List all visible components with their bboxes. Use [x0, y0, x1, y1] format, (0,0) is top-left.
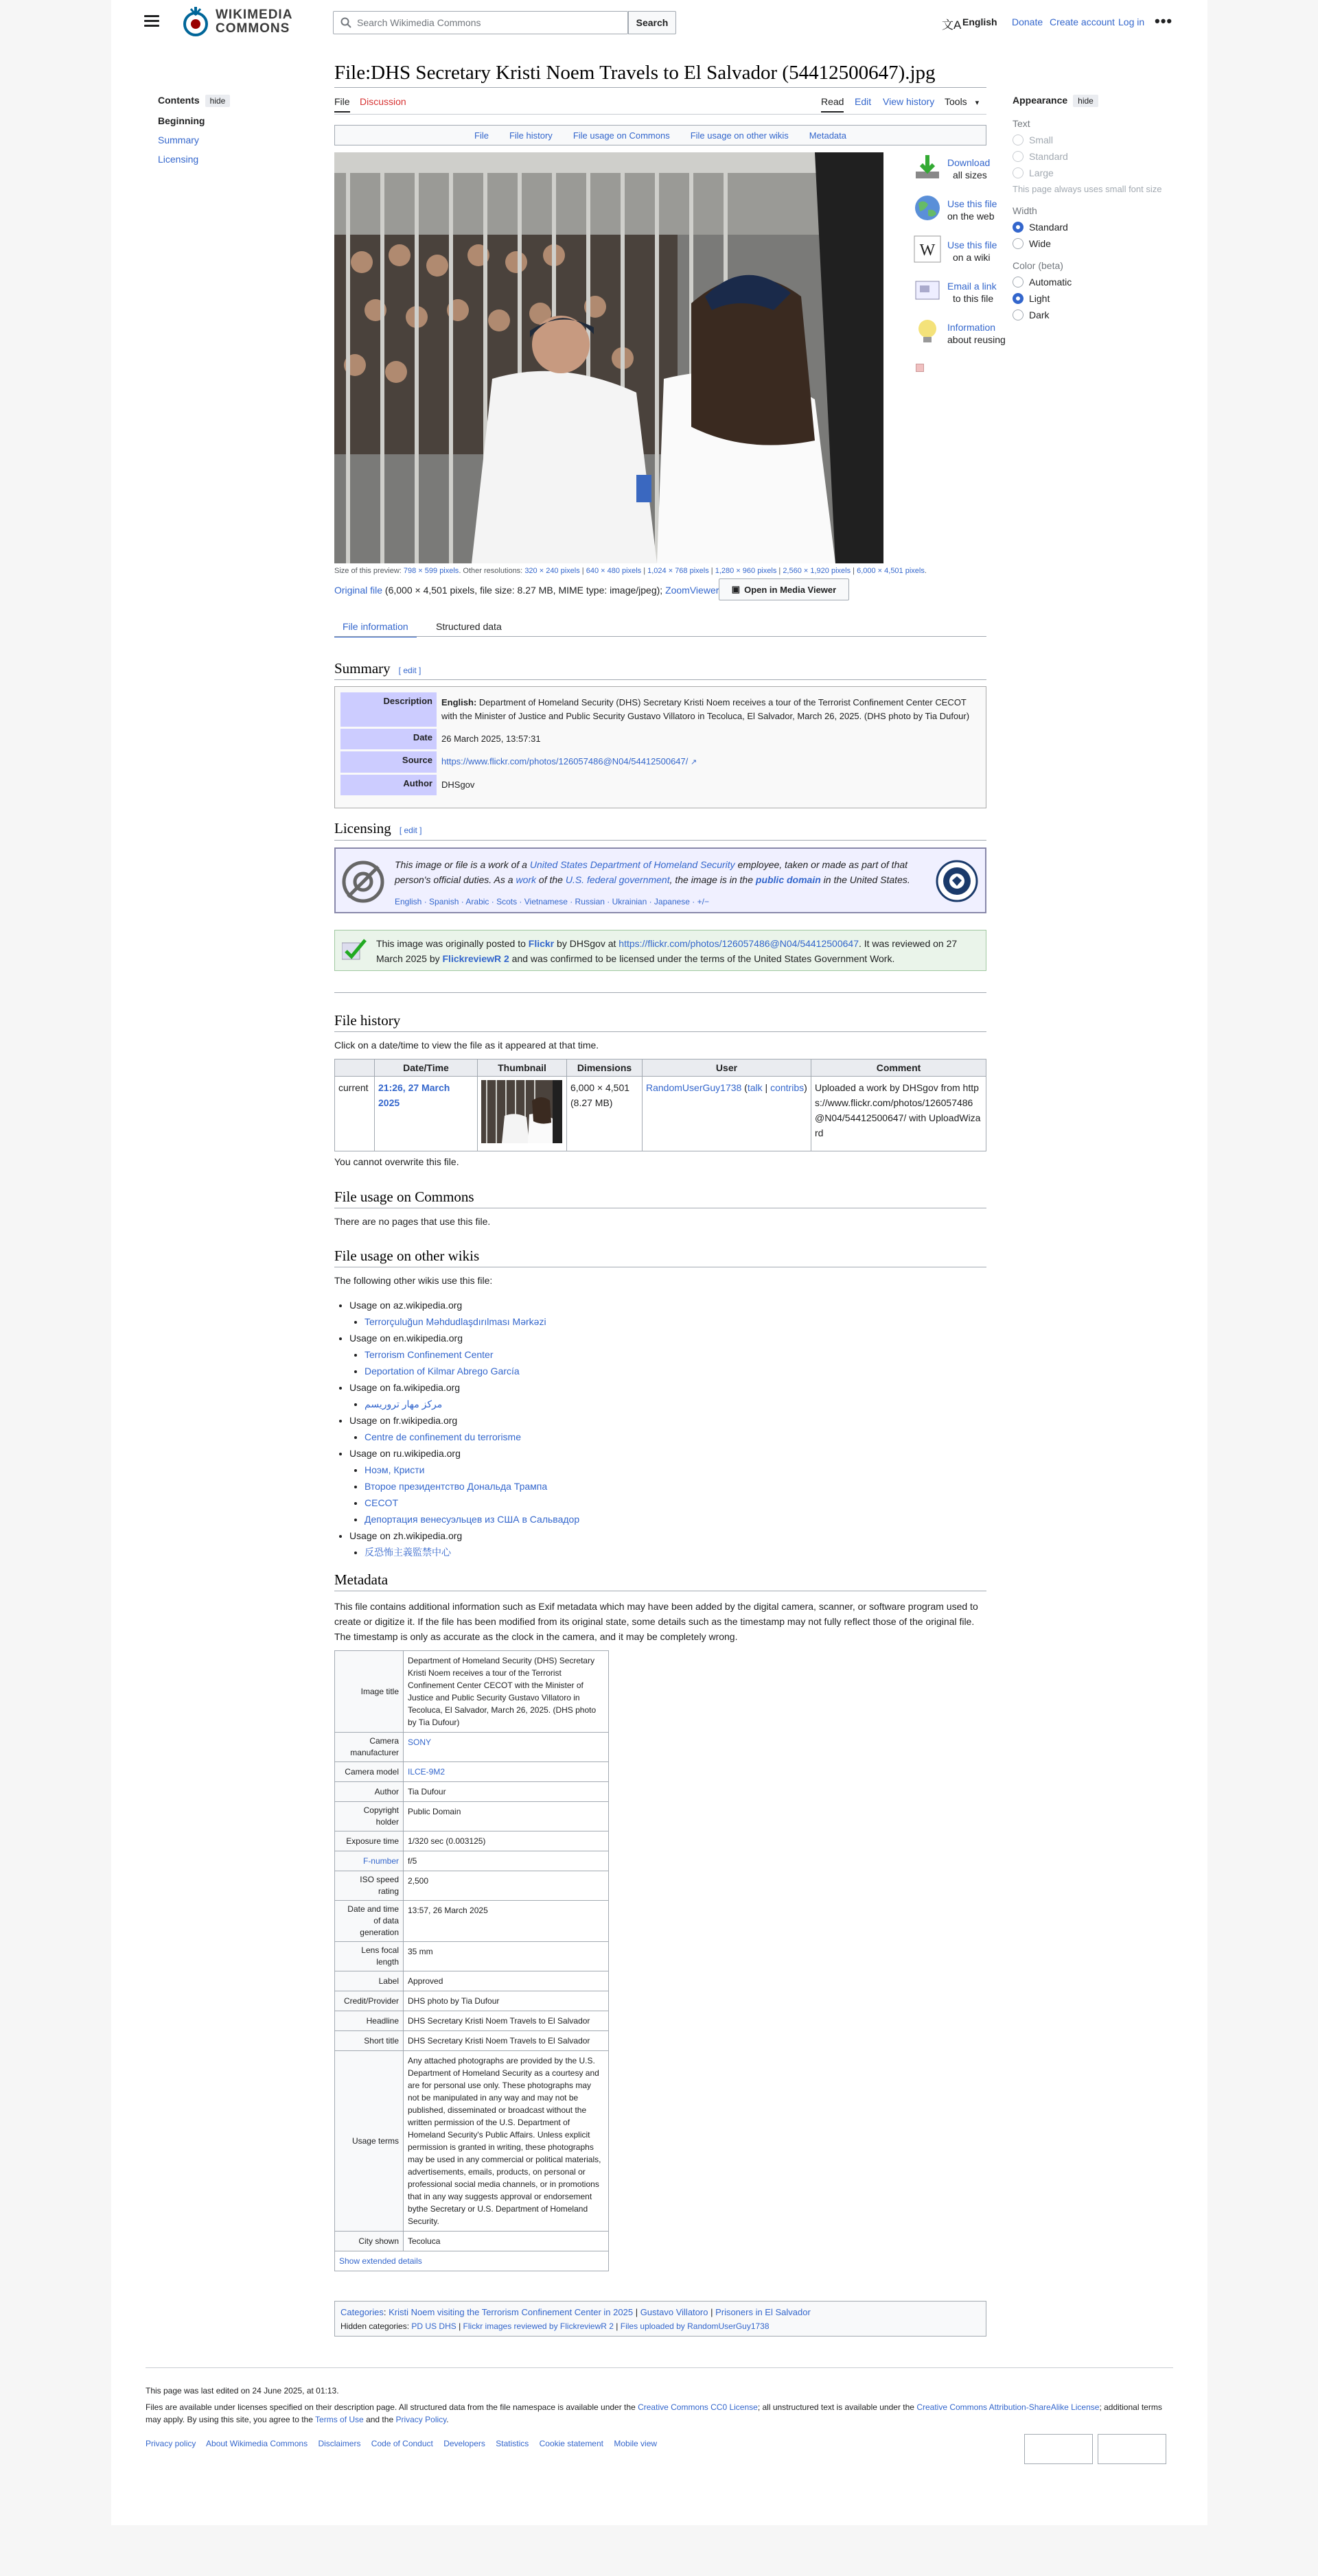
cc-by-sa-link[interactable]: Creative Commons Attribution-ShareAlike License [916, 2402, 1100, 2412]
talk-link[interactable]: talk [747, 1082, 763, 1093]
flag-icon[interactable] [916, 364, 924, 372]
radio-icon [1013, 167, 1024, 178]
list-item: • Usage on fa.wikipedia.org • مرکز مهار تروریسم [349, 1379, 579, 1412]
appearance-panel [1013, 95, 1170, 320]
usage-page-link[interactable]: CECOT [365, 1497, 398, 1508]
wikimedia-foundation-badge[interactable] [1024, 2434, 1093, 2464]
cc0-link[interactable]: Creative Commons CC0 License [638, 2402, 758, 2412]
list-item: • Usage on zh.wikipedia.org • 反恐怖主義監禁中心 [349, 1527, 579, 1560]
svg-text:W: W [919, 242, 936, 259]
resolution-link[interactable]: 640 × 480 pixels [586, 567, 642, 575]
filenav-usage-commons[interactable]: File usage on Commons [573, 130, 670, 141]
file-history-note: Click on a date/time to view the file as it appeared at that time. [334, 1040, 599, 1051]
table-row: F-number f/5 [335, 1851, 609, 1871]
contribs-link[interactable]: contribs [770, 1082, 805, 1093]
resolution-link[interactable]: 2,560 × 1,920 pixels [783, 567, 851, 575]
usage-page-link[interactable]: Centre de confinement du terrorisme [365, 1431, 521, 1442]
comment-cell: Uploaded a work by DHSgov from https://www.flickr.com/photos/126057486@N04/54412500647/ with UploadWizard [811, 1077, 986, 1151]
divider [334, 679, 986, 680]
use-wiki-link[interactable]: Use this file [947, 239, 997, 250]
text-size-standard: Standard [1013, 151, 1170, 162]
tab-structured-data[interactable]: Structured data [436, 621, 502, 632]
category-link[interactable]: Kristi Noem visiting the Terrorism Confinement Center in 2025 [389, 2307, 634, 2317]
color-light[interactable]: Light [1013, 293, 1170, 304]
lightbulb-icon [913, 317, 942, 346]
toc-item-licensing[interactable]: Licensing [158, 154, 199, 165]
category-link[interactable]: Gustavo Villatoro [640, 2307, 708, 2317]
radio-icon [1013, 309, 1024, 320]
filenav-file-history[interactable]: File history [509, 130, 553, 141]
table-row: Label Approved [335, 1971, 609, 1991]
author-label: Author [340, 775, 437, 795]
overwrite-note: You cannot overwrite this file. [334, 1156, 459, 1167]
license-box [334, 847, 986, 913]
text-size-note: This page always uses small font size [1013, 184, 1162, 194]
license-text: This image or file is a work of a United States Department of Homeland Security employee, taken or made as part of that person's official duties. As a work of the U.S. federal government, the image is in the public domain in the United States. [395, 859, 910, 885]
list-item: • Usage on az.wikipedia.org • Terrorçuluğun Məhdudlaşdırılması Mərkəzi [349, 1297, 579, 1330]
resolution-link[interactable]: 1,280 × 960 pixels [715, 567, 777, 575]
resolution-link[interactable]: 798 × 599 pixels [403, 567, 459, 575]
search-input[interactable] [356, 16, 623, 30]
tab-read[interactable]: Read [821, 96, 844, 113]
email-link[interactable]: Email a link [947, 281, 997, 292]
flickr-review-box [334, 930, 986, 971]
email-icon [913, 276, 942, 305]
preview-size-line: Size of this preview: 798 × 599 pixels. Other resolutions: 320 × 240 pixels | 640 × 480 pixels | 1,024 × 768 pixels | 1,280 × 960 pixels | 2,560 × 1,920 pixels | 6,000 × 4,501 pixels. [334, 567, 927, 575]
hidden-category-link[interactable]: Flickr images reviewed by FlickreviewR 2 [463, 2321, 614, 2331]
footer-links [146, 2437, 665, 2450]
text-size-label: Text [1013, 118, 1030, 129]
table-row: Lens focal length 35 mm [335, 1942, 609, 1971]
tools-label: Tools [945, 96, 967, 107]
privacy-link[interactable]: Privacy Policy [395, 2415, 447, 2424]
color-label: Color (beta) [1013, 260, 1063, 271]
text-size-small: Small [1013, 134, 1170, 145]
metadata-intro: This file contains additional information such as Exif metadata which may have been added by the digital camera, scanner, or software program used to create or digitize it. If the file has been modified from its original state, some details such as the timestamp may not fully reflect those of the original file. The timestamp is only as accurate as the clock in the camera, and it may be completely wrong. [334, 1601, 978, 1642]
table-of-contents [158, 95, 336, 165]
hidden-category-link[interactable]: Files uploaded by RandomUserGuy1738 [620, 2321, 770, 2331]
tab-edit[interactable]: Edit [855, 96, 872, 107]
table-row: Exposure time 1/320 sec (0.003125) [335, 1831, 609, 1851]
section-heading-metadata: Metadata [334, 1571, 389, 1588]
table-row: Camera model ILCE-9M2 [335, 1762, 609, 1782]
filenav-usage-other[interactable]: File usage on other wikis [690, 130, 789, 141]
usage-page-link[interactable]: Terrorism Confinement Center [365, 1349, 494, 1360]
flickr-url-link[interactable]: https://flickr.com/photos/126057486@N04/54412500647 [618, 938, 859, 949]
usage-page-link[interactable]: Второе президентство Дональда Трампа [365, 1481, 548, 1492]
radio-icon [1013, 222, 1024, 233]
user-cell: RandomUserGuy1738 (talk | contribs) [643, 1077, 811, 1151]
original-file-line: Original file (6,000 × 4,501 pixels, file size: 8.27 MB, MIME type: image/jpeg); ZoomViewer [334, 585, 719, 596]
table-row: Credit/Provider DHS photo by Tia Dufour [335, 1991, 609, 2011]
section-heading-file-history: File history [334, 1012, 401, 1029]
zoomviewer-link[interactable]: ZoomViewer [665, 585, 719, 596]
search-icon [340, 17, 351, 28]
description-value: English: Department of Homeland Security (DHS) Secretary Kristi Noem receives a tour of the Terrorist Confinement Center CECOT with the Minister of Justice and Public Security Gustavo Villatoro in Tecoluca, El Salvador, March 26, 2025. (DHS photo by Tia Dufour) [441, 697, 970, 721]
uploader-link[interactable]: RandomUserGuy1738 [646, 1082, 742, 1093]
open-media-viewer-button[interactable]: ▣ Open in Media Viewer [719, 578, 849, 600]
filenav-metadata[interactable]: Metadata [809, 130, 846, 141]
divider [334, 1031, 986, 1032]
section-heading-usage-commons: File usage on Commons [334, 1189, 474, 1205]
filenav-file[interactable]: File [474, 130, 489, 141]
divider [334, 992, 986, 993]
site-header [111, 0, 1207, 48]
column-header: Date/Time [375, 1059, 478, 1077]
last-edited: This page was last edited on 24 June 2025, at 01:13. [146, 2386, 339, 2396]
section-heading-usage-other: File usage on other wikis [334, 1248, 480, 1264]
globe-icon [913, 194, 942, 222]
table-row [335, 1077, 986, 1151]
table-row: Camera manufacturer SONY [335, 1733, 609, 1762]
table-row: Copyright holder Public Domain [335, 1802, 609, 1831]
section-heading-summary: Summary [ edit ] [334, 660, 421, 677]
more-options-icon[interactable]: ••• [1155, 12, 1173, 30]
usage-page-link[interactable]: Deportation of Kilmar Abrego García [365, 1366, 520, 1377]
version-datetime-link[interactable]: 21:26, 27 March 2025 [378, 1082, 450, 1108]
divider [334, 636, 986, 637]
divider [334, 114, 986, 115]
language-icon[interactable]: 文A [942, 19, 962, 32]
list-item: • Usage on fr.wikipedia.org • Centre de confinement du terrorisme [349, 1412, 579, 1445]
radio-icon [1013, 238, 1024, 249]
login-link[interactable]: Log in [1118, 16, 1145, 27]
usage-page-link[interactable]: Ноэм, Кристи [365, 1464, 425, 1475]
toc-title: Contents [158, 95, 200, 106]
footer-link[interactable]: Cookie statement [539, 2439, 603, 2448]
dhs-seal-icon [936, 860, 978, 902]
donate-link[interactable]: Donate [1012, 16, 1043, 27]
file-history-table [334, 1059, 986, 1151]
usage-list [334, 1297, 579, 1560]
author-value: DHSgov [441, 780, 475, 790]
hidden-category-link[interactable]: PD US DHS [411, 2321, 456, 2331]
license-languages[interactable]: English · Spanish · Arabic · Scots · Vietnamese · Russian · Ukrainian · Japanese · +/− [395, 897, 709, 906]
footer-link[interactable]: About Wikimedia Commons [206, 2439, 308, 2448]
divider [146, 2367, 1173, 2368]
camera-manufacturer-link[interactable]: SONY [408, 1737, 432, 1747]
appearance-title: Appearance [1013, 95, 1068, 106]
dimensions-cell: 6,000 × 4,501 (8.27 MB) [567, 1077, 643, 1151]
f-number-link[interactable]: F-number [362, 1855, 399, 1866]
summary-box [334, 686, 986, 808]
camera-model-link[interactable]: ILCE-9M2 [408, 1767, 446, 1777]
chevron-down-icon: ▾ [975, 99, 980, 107]
image-icon: ▣ [731, 584, 741, 594]
usage-other-intro: The following other wikis use this file: [334, 1275, 493, 1286]
table-row: Date and time of data generation 13:57, 26 March 2025 [335, 1901, 609, 1942]
radio-icon [1013, 277, 1024, 288]
usage-page-link[interactable]: مرکز مهار تروریسم [365, 1398, 443, 1409]
categories-box: Categories: Kristi Noem visiting the Terrorism Confinement Center in 2025 | Gustavo Villatoro | Prisoners in El Salvador Hidden categories: PD US DHS | Flickr images reviewed by FlickreviewR 2 | Files uploaded by RandomUserGuy1738 [334, 2301, 986, 2337]
usage-page-link[interactable]: Terrorçuluğun Məhdudlaşdırılması Mərkəzi [365, 1316, 546, 1327]
radio-icon [1013, 134, 1024, 145]
file-preview-image[interactable] [334, 152, 883, 563]
list-item: • Usage on ru.wikipedia.org • Ноэм, Кристи • Второе президентство Дональда Трампа • CECOT • Депортация венесуэльцев из США в Сальвадор [349, 1445, 579, 1527]
page-title: File:DHS Secretary Kristi Noem Travels to El Salvador (54412500647).jpg [334, 62, 936, 84]
checkmark-icon [342, 939, 368, 962]
work-link[interactable]: work [516, 874, 537, 885]
table-row: Author Tia Dufour [335, 1782, 609, 1802]
divider [334, 87, 986, 88]
public-domain-icon [341, 860, 385, 904]
toc-item-summary[interactable]: Summary [158, 134, 199, 145]
footer-link[interactable]: Statistics [496, 2439, 529, 2448]
tab-view-history[interactable]: View history [883, 96, 935, 107]
wikipedia-icon [913, 235, 942, 264]
table-row: Short title DHS Secretary Kristi Noem Travels to El Salvador [335, 2031, 609, 2051]
summary-table [338, 690, 982, 797]
radio-icon [1013, 293, 1024, 304]
footer-link[interactable]: Developers [443, 2439, 485, 2448]
text-size-large: Large [1013, 167, 1170, 178]
toc-item-beginning[interactable]: Beginning [158, 115, 205, 126]
divider [334, 840, 986, 841]
tab-discussion[interactable]: Discussion [360, 96, 406, 107]
color-dark[interactable]: Dark [1013, 309, 1170, 320]
table-row: Headline DHS Secretary Kristi Noem Travels to El Salvador [335, 2011, 609, 2031]
page: WIKIMEDIA COMMONS Search Wikimedia Commons Search 文A English Donate Create account Log in ••• Contents hide Beginning Summary Licensing File:DHS Secretary Kristi Noem Travels to El Salvador (54412500647).jpg File Discussion Read Edit View history Tools ▾ Appearance hide Text Small Standard Large This page always uses small font size Width Standard Wide Color (beta) Automatic Light Dark File File history File usage on Commons File usage on other wikis Metadata Download all sizes Use this file on the web W Use this file on a wiki Email a link to this file Information about reusing Size of this preview: 798 × 599 pixels. Other resolutions: 320 × 240 pixels | 640 × 480 pixels | 1,024 × 768 pixels | 1,280 × 960 pixels | 2,560 × 1,920 pixels | 6,000 × 4,501 pixels. Original file (6,000 × 4,501 pixels, file size: 8.27 MB, MIME type: image/jpeg); ZoomViewer ▣ Open in Media Viewer File information Structured data Summary [ edit ] Description English: Department of Homeland Security (DHS) Secretary Kristi Noem receives a tour of the Terrorist Confinement Center CECOT with the Minister of Justice and Public Security Gustavo Villatoro in Tecoluca, El Salvador, March 26, 2025. (DHS photo by Tia Dufour) Date 26 March 2025, 13:57:31 Source https://www.flickr.com/photos/126057486@N04/54412500647/ ↗ Author DHSgov Licensing [ edit ] This image or file is a work of a United States Department of Homeland Security employee, taken or made as part of that person's official duties. As a work of the U.S. federal government, the image is in the public domain in the United States. English · Spanish · Arabic · Scots · Vietnamese · Russian · Ukrainian · Japanese · +/− This image was originally posted to Flickr by DHSgov at https://flickr.com/photos/126057486@N04/54412500647. It was reviewed on 27 March 2025 by FlickreviewR 2 and was confirmed to be licensed under the terms of the United States Government Work. File history Click on a date/time to view the file as it appeared at that time. Date/Time Thumbnail Dimensions User Comment current 21:26, 27 March 2025 6,000 × 4,501 (8.27 MB) RandomUserGuy1738 (talk | contribs) Uploaded a work by DHSgov from https://www.flickr.com/photos/126057486@N04/54412500647/ with UploadWizard You cannot overwrite this file. File usage on Commons There are no pages that use this file. File usage on other wikis The following other wikis use this file: • Usage on az.wikipedia.org • Terrorçuluğun Məhdudlaşdırılması Mərkəzi • Usage on en.wikipedia.org • Terrorism Confinement Center • Deportation of Kilmar Abrego García • Usage on fa.wikipedia.org • مرکز مهار تروریسم • Usage on fr.wikipedia.org • Centre de confinement du terrorisme • Usage on ru.wikipedia.org • Ноэм, Кристи • Второе президентство Дональда Трампа • CECOT • Депортация венесуэльцев из США в Сальвадор • Usage on zh.wikipedia.org • 反恐怖主義監禁中心 Metadata This file contains additional information such as Exif metadata which may have been added by the digital camera, scanner, or software program used to create or digitize it. If the file has been modified from its original state, some details such as the timestamp may not fully reflect those of the original file. The timestamp is only as accurate as the clock in the camera, and it may be completely wrong. Image title Department of Homeland Security (DHS) Secretary Kristi Noem receives a tour of the Terrorist Confinement Center CECOT with the Minister of Justice and Public Security Gustavo Villatoro in Tecoluca, El Salvador, March 26, 2025. (DHS photo by Tia Dufour) Camera manufacturer SONY Camera model ILCE-9M2 Author Tia Dufour Copyright holder Public Domain Exposure time 1/320 sec (0.003125) F-number f/5 ISO speed rating 2,500 Date and time of data generation 13:57, 26 March 2025 Lens focal length 35 mm Label Approved Credit/Provider DHS photo by Tia Dufour Headline DHS Secretary Kristi Noem Travels to El Salvador Short title DHS Secretary Kristi Noem Travels to El Salvador Usage terms Any attached photographs are provided by the U.S. Department of Homeland Security as a courtesy and are for personal use only. These photographs may not be manipulated in any way and may not be published, disseminated or broadcast without the written permission of the U.S. Department of Homeland Security's Public Affairs. Unless explicit permission is granted in writing, these photographs may be used in any commercial or political materials, advertisements, emails, products, on personal or professional social media channels, or in promotions that in any way suggests approval or endorsement bythe Secretary or U.S. Department of Homeland Security. City shown Tecoluca Show extended details Categories: Kristi Noem visiting the Terrorism Confinement Center in 2025 | Gustavo Villatoro | Prisoners in El Salvador Hidden categories: PD US DHS | Flickr images reviewed by FlickreviewR 2 | Files uploaded by RandomUserGuy1738 This page was last edited on 24 June 2025, at 01:13. Files are available under licenses specified on their description page. All structured data from the file namespace is available under the Creative Commons CC0 License; all unstructured text is available under the Creative Commons Attribution-ShareAlike License; additional terms may apply. By using this site, you agree to the Terms of Use and the Privacy Policy. Privacy policy About Wikimedia Commons Disclaimers Code of Conduct Developers Statistics Cookie statement Mobile view [111, 0, 1207, 2525]
resolution-link[interactable]: 320 × 240 pixels [524, 567, 580, 575]
wikimedia-commons-logo-icon[interactable] [178, 5, 213, 40]
date-label: Date [340, 729, 437, 749]
original-file-link[interactable]: Original file [334, 585, 383, 596]
section-heading-licensing: Licensing [ edit ] [334, 820, 422, 836]
appearance-hide-button[interactable]: hide [1073, 95, 1098, 107]
width-wide[interactable]: Wide [1013, 238, 1170, 249]
terms-link[interactable]: Terms of Use [315, 2415, 364, 2424]
radio-icon [1013, 151, 1024, 162]
table-row: City shown Tecoluca [335, 2232, 609, 2251]
source-label: Source [340, 751, 437, 773]
create-account-link[interactable]: Create account [1050, 16, 1115, 27]
footer-link[interactable]: Code of Conduct [371, 2439, 433, 2448]
table-row: Image title Department of Homeland Security (DHS) Secretary Kristi Noem receives a tour of the Terrorist Confinement Center CECOT with the Minister of Justice and Public Security Gustavo Villatoro in Tecoluca, El Salvador, March 26, 2025. (DHS photo by Tia Dufour) [335, 1651, 609, 1733]
resolution-link[interactable]: 1,024 × 768 pixels [647, 567, 709, 575]
flickreview-bot-link[interactable]: FlickreviewR 2 [442, 953, 509, 964]
version-thumbnail[interactable] [481, 1080, 562, 1143]
metadata-table [334, 1650, 609, 2271]
usage-page-link[interactable]: Депортация венесуэльцев из США в Сальвадор [365, 1514, 580, 1525]
tools-menu[interactable] [945, 96, 979, 107]
reuse-info-link[interactable]: Information [947, 322, 996, 333]
powered-by-mediawiki-badge[interactable] [1098, 2434, 1166, 2464]
license-footer: Files are available under licenses specified on their description page. All structured data from the file namespace is available under the Creative Commons CC0 License; all unstructured text is available under the Creative Commons Attribution-ShareAlike License; additional terms may apply. By using this site, you agree to the Terms of Use and the Privacy Policy. [146, 2402, 1162, 2424]
toc-hide-button[interactable]: hide [205, 95, 231, 107]
search-button[interactable]: Search [628, 11, 676, 34]
column-header: Thumbnail [478, 1059, 567, 1077]
footer-link[interactable]: Mobile view [614, 2439, 658, 2448]
download-icon [913, 152, 942, 181]
description-label: Description [340, 692, 437, 727]
column-header: Comment [811, 1059, 986, 1077]
usage-page-link[interactable]: 反恐怖主義監禁中心 [365, 1547, 451, 1558]
dhs-link[interactable]: United States Department of Homeland Security [529, 859, 735, 870]
width-standard[interactable]: Standard [1013, 222, 1170, 233]
external-link-icon: ↗ [691, 758, 697, 766]
download-link[interactable]: Download [947, 157, 991, 168]
tab-file-information[interactable]: File information [334, 621, 417, 637]
public-domain-link[interactable]: public domain [755, 874, 821, 885]
column-header: Dimensions [567, 1059, 643, 1077]
language-selector[interactable]: English [962, 16, 997, 27]
status-cell: current [335, 1077, 375, 1151]
edit-section-link[interactable]: [ edit ] [398, 666, 421, 675]
resolution-link[interactable]: 6,000 × 4,501 pixels [857, 567, 925, 575]
category-link[interactable]: Prisoners in El Salvador [715, 2307, 811, 2317]
source-link[interactable]: https://www.flickr.com/photos/126057486@N04/54412500647/ [441, 756, 689, 766]
color-automatic[interactable]: Automatic [1013, 277, 1170, 288]
usage-commons-text: There are no pages that use this file. [334, 1216, 491, 1227]
flickr-link[interactable]: Flickr [528, 938, 555, 949]
edit-section-link[interactable]: [ edit ] [399, 826, 422, 835]
file-section-nav [334, 125, 986, 145]
flickr-review-text: This image was originally posted to Flickr by DHSgov at https://flickr.com/photos/126057486@N04/54412500647. It was reviewed on 27 March 2025 by FlickreviewR 2 and was confirmed to be licensed under the terms of the United States Government Work. [376, 938, 958, 964]
tab-file[interactable]: File [334, 96, 350, 113]
use-web-link[interactable]: Use this file [947, 198, 997, 209]
column-header: User [643, 1059, 811, 1077]
list-item: • Usage on en.wikipedia.org • Terrorism Confinement Center • Deportation of Kilmar Abrego García [349, 1330, 579, 1379]
federal-government-link[interactable]: U.S. federal government [565, 874, 670, 885]
width-label: Width [1013, 205, 1037, 216]
site-logo-text[interactable]: WIKIMEDIA COMMONS [216, 8, 293, 36]
table-row: Usage terms Any attached photographs are provided by the U.S. Department of Homeland Security as a courtesy and are for personal use only. These photographs may not be manipulated in any way and may not be published, disseminated or broadcast without the written permission of the U.S. Department of Homeland Security's Public Affairs. Unless explicit permission is granted in writing, these photographs may be used in any commercial or political materials, advertisements, emails, products, on personal or professional social media channels, or in promotions that in any way suggests approval or endorsement bythe Secretary or U.S. Department of Homeland Security. [335, 2051, 609, 2232]
footer-link[interactable]: Disclaimers [318, 2439, 361, 2448]
footer-link[interactable]: Privacy policy [146, 2439, 196, 2448]
search-box [333, 11, 628, 34]
show-extended-details-link[interactable]: Show extended details [339, 2256, 422, 2266]
column-header [335, 1059, 375, 1077]
date-value: 26 March 2025, 13:57:31 [441, 734, 541, 744]
main-menu-icon[interactable] [144, 15, 159, 27]
table-row: ISO speed rating 2,500 [335, 1871, 609, 1901]
categories-label[interactable]: Categories [340, 2307, 384, 2317]
